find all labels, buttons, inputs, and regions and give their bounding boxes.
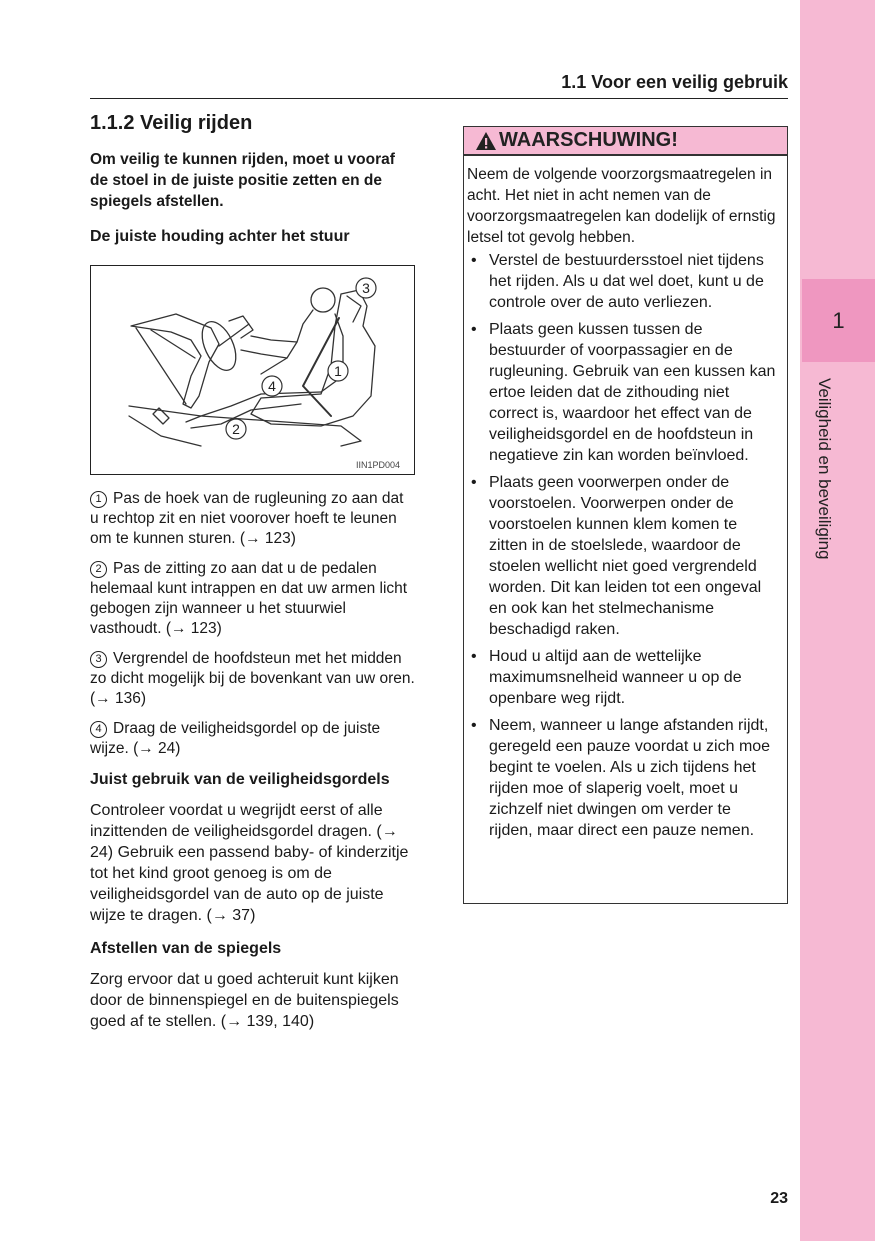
- page-number: 23: [770, 1190, 788, 1207]
- chapter-tab[interactable]: [802, 279, 875, 362]
- svg-text:2: 2: [232, 421, 240, 437]
- driving-posture-figure: [90, 265, 415, 475]
- item-text: Pas de zitting zo aan dat u de pedalen helemaal kunt intrappen en dat uw armen licht gebogen zijn wanneer u het stuurwiel vasthoudt. (→ 123): [90, 560, 408, 637]
- item-number: 4: [90, 721, 107, 738]
- running-title: 1.1 Voor een veilig gebruik: [561, 72, 788, 92]
- warning-bullet: • Neem, wanneer u lange afstanden rijdt, geregeld een pauze voordat u zich moe begint te voelen. Als u zich tijdens het rijden moe of slaperig voelt, moet u zichzelf niet dwingen om verder te rijden, maar direct een pauze nemen.: [467, 715, 777, 841]
- figure-code: IIN1PD004: [355, 460, 400, 470]
- warning-box: [463, 126, 788, 904]
- posture-item: [90, 489, 416, 549]
- belts-heading: Juist gebruik van de veiligheidsgordels: [90, 771, 390, 788]
- item-text: Pas de hoek van de rugleuning zo aan dat u rechtop zit en niet voorover hoeft te leunen om te kunnen sturen. (→ 123): [90, 490, 404, 547]
- chapter-number: 1: [832, 307, 845, 333]
- warning-bullet: • Verstel de bestuurdersstoel niet tijdens het rijden. Als u dat wel doet, kunt u de controle over de auto verliezen.: [467, 250, 777, 313]
- driver-head: [311, 288, 335, 312]
- warning-icon: [475, 131, 497, 151]
- warning-bullet: • Houd u altijd aan de wettelijke maximumsnelheid wanneer u op de openbare weg rijdt.: [467, 646, 777, 709]
- mirrors-text: Zorg ervoor dat u goed achteruit kunt kijken door de binnenspiegel en de buitenspiegels goed af te stellen. (→ 139, 140): [90, 971, 399, 1030]
- svg-text:3: 3: [362, 280, 370, 296]
- posture-item: [90, 649, 416, 709]
- belts-text: Controleer voordat u wegrijdt eerst of alle inzittenden de veiligheidsgordel dragen. (→ 24) Gebruik een passend baby- of kinderzitje tot het kind groot genoeg is om de veiligheidsgordel van de auto op de juiste wijze te dragen. (→ 37): [90, 802, 409, 924]
- chapter-label: Veiligheid en beveiliging: [815, 378, 834, 560]
- item-text: Vergrendel de hoofdsteun met het midden zo dicht mogelijk bij de bovenkant van uw oren. (→ 136): [90, 650, 415, 707]
- warning-header: [464, 127, 787, 156]
- posture-item: [90, 559, 416, 639]
- section-intro: Om veilig te kunnen rijden, moet u vooraf de stoel in de juiste positie zetten en de spiegels afstellen.: [90, 151, 395, 210]
- mirrors-heading: Afstellen van de spiegels: [90, 940, 282, 957]
- warning-intro: Neem de volgende voorzorgsmaatregelen in acht. Het niet in acht nemen van de voorzorgsmaatregelen kan dodelijk of ernstig letsel tot gevolg hebben.: [467, 166, 776, 246]
- warning-bullet: • Plaats geen kussen tussen de bestuurder of voorpassagier en de rugleuning. Gebruik van een kussen kan ertoe leiden dat de zithouding niet correct is, waardoor het effect van de veiligheidsgordel en de hoofdsteun in negatieve zin kan worden beïnvloed.: [467, 319, 777, 466]
- left-column: [90, 112, 416, 1044]
- warning-title: WAARSCHUWING!: [499, 129, 678, 151]
- svg-text:1: 1: [334, 363, 342, 379]
- item-number: 3: [90, 651, 107, 668]
- posture-item: [90, 719, 416, 759]
- warning-body: [464, 156, 787, 841]
- section-title: 1.1.2 Veilig rijden: [90, 112, 253, 134]
- item-number: 2: [90, 561, 107, 578]
- item-text: Draag de veiligheidsgordel op de juiste wijze. (→ 24): [90, 720, 381, 757]
- svg-text:4: 4: [268, 378, 276, 394]
- header-rule: [90, 98, 788, 99]
- driver-illustration: [91, 266, 414, 474]
- item-number: 1: [90, 491, 107, 508]
- warning-bullet: • Plaats geen voorwerpen onder de voorstoelen. Voorwerpen onder de voorstoelen kunnen klem komen te zitten in de stoelslede, waardoor de stoelen wellicht niet goed vergrendeld worden. Dit kan leiden tot een ongeval en ook kan het stelmechanisme beschadigd raken.: [467, 472, 777, 640]
- posture-heading: De juiste houding achter het stuur: [90, 228, 350, 245]
- dashboard-shape: [131, 314, 219, 408]
- side-tab-strip: [800, 0, 875, 1241]
